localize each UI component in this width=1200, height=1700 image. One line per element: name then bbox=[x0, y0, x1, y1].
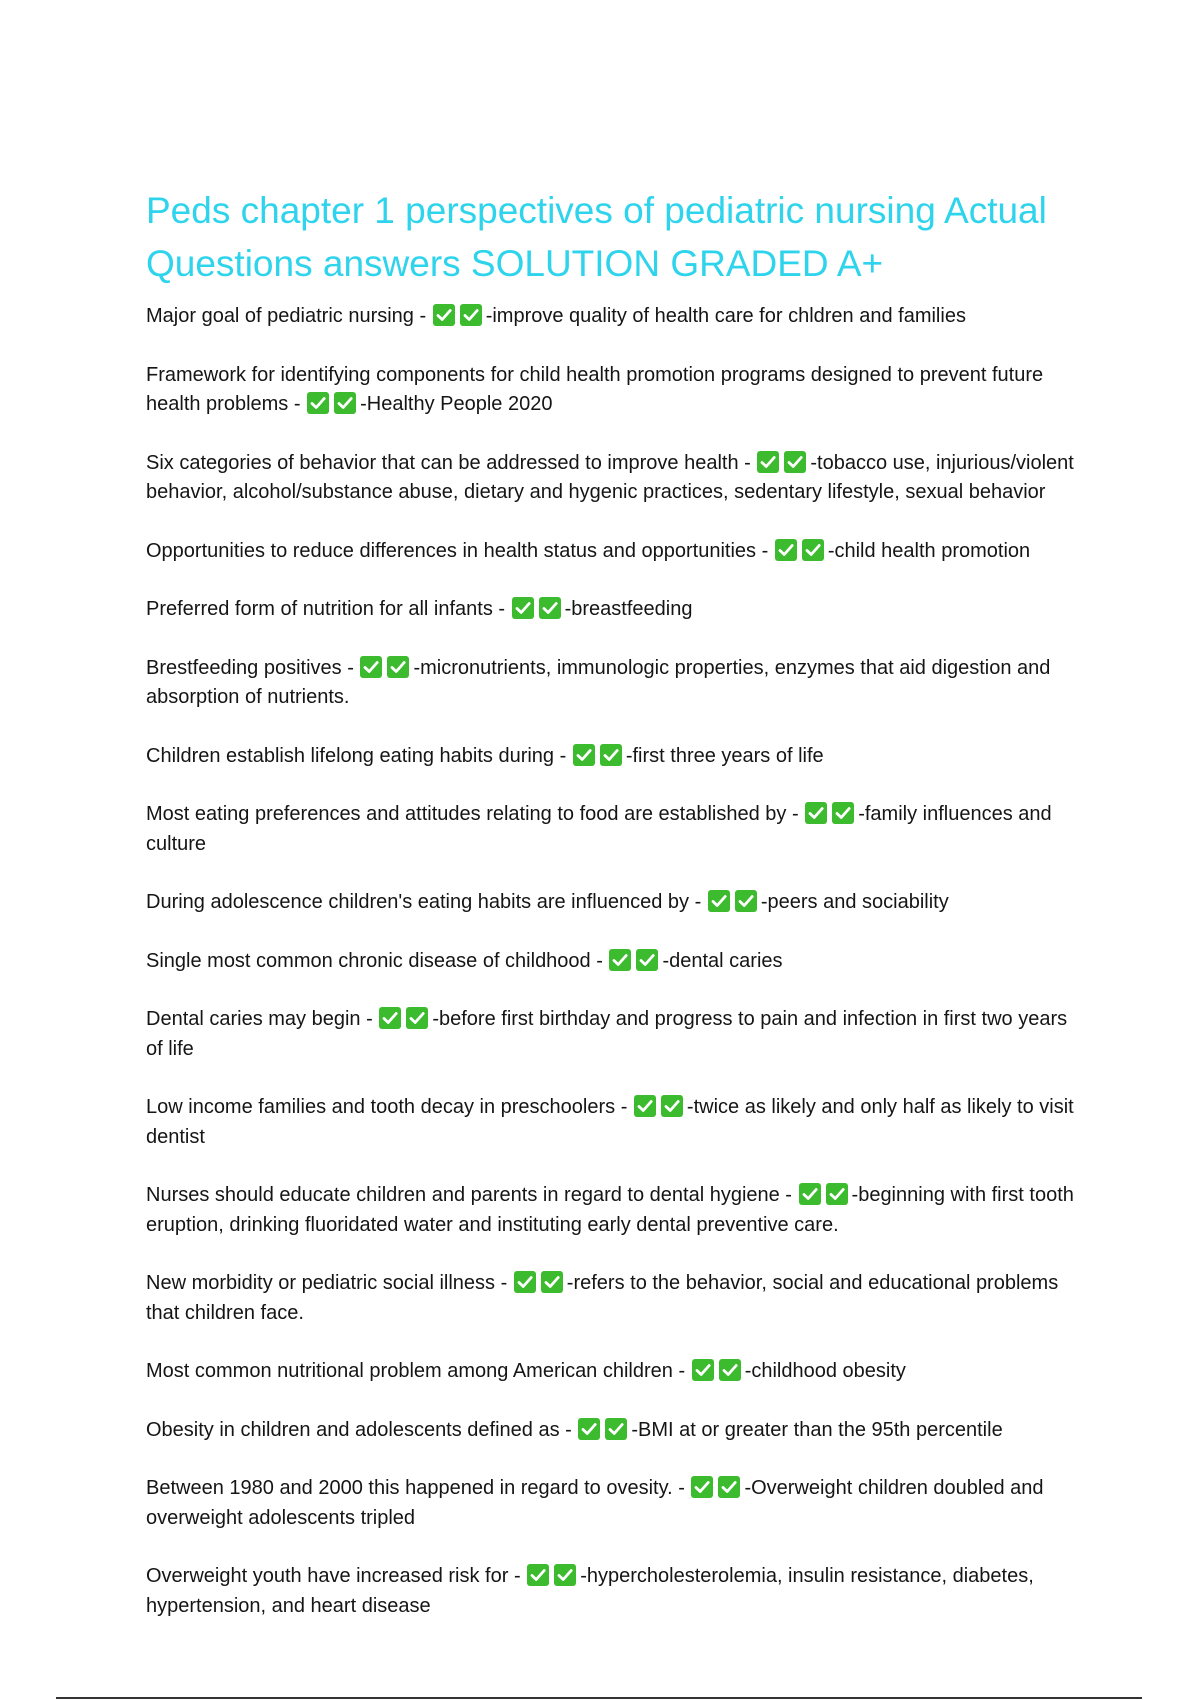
qa-item bbox=[146, 1093, 1086, 1152]
answer-text: -dental caries bbox=[662, 949, 783, 972]
qa-item bbox=[146, 742, 1086, 772]
check-mark-icon bbox=[690, 1475, 714, 1499]
check-mark-icon bbox=[734, 889, 758, 913]
question-text: Obesity in children and adolescents defined as bbox=[146, 1418, 560, 1441]
check-mark-icon bbox=[540, 1270, 564, 1294]
question-text: Between 1980 and 2000 this happened in regard to ovesity. bbox=[146, 1477, 673, 1499]
question-answer-separator: - bbox=[288, 393, 307, 415]
question-text: Low income families and tooth decay in preschoolers bbox=[146, 1096, 616, 1118]
check-mark-icon bbox=[538, 596, 562, 620]
question-text: Overweight youth have increased risk for bbox=[146, 1565, 509, 1587]
question-text: Preferred form of nutrition for all infants bbox=[146, 598, 493, 620]
answer-text: -breastfeeding bbox=[564, 598, 693, 620]
question-answer-separator: - bbox=[786, 803, 805, 825]
check-mark-icon bbox=[804, 801, 828, 825]
check-mark-icon bbox=[801, 538, 825, 562]
check-mark-icon bbox=[306, 391, 330, 415]
check-mark-icon bbox=[333, 391, 357, 415]
answer-text: -improve quality of health care for chldren and families bbox=[485, 305, 966, 327]
question-text: Brestfeeding positives bbox=[146, 656, 342, 679]
question-answer-separator: - bbox=[341, 656, 360, 679]
qa-item bbox=[146, 537, 1086, 567]
question-text: Opportunities to reduce differences in health status and opportunities bbox=[146, 539, 757, 562]
qa-item bbox=[146, 449, 1086, 508]
question-answer-separator: - bbox=[554, 744, 572, 767]
question-text: New morbidity or pediatric social illness bbox=[146, 1272, 496, 1294]
qa-item bbox=[146, 654, 1086, 713]
check-mark-icon bbox=[459, 303, 483, 327]
check-mark-icon bbox=[718, 1358, 742, 1382]
qa-item bbox=[146, 361, 1086, 420]
question-text: Major goal of pediatric nursing bbox=[146, 305, 414, 327]
question-answer-separator: - bbox=[615, 1096, 633, 1118]
page-bottom-divider bbox=[56, 1697, 1142, 1699]
check-mark-icon bbox=[825, 1182, 849, 1206]
check-mark-icon bbox=[707, 889, 731, 913]
check-mark-icon bbox=[432, 303, 456, 327]
qa-item bbox=[146, 1269, 1086, 1328]
answer-text: -before first birthday and progress to pain and infection in first two years of life bbox=[146, 1008, 1068, 1060]
question-text: Single most common chronic disease of childhood bbox=[146, 949, 591, 972]
qa-item bbox=[146, 1474, 1086, 1533]
question-answer-separator: - bbox=[492, 598, 511, 620]
check-mark-icon bbox=[831, 801, 855, 825]
question-answer-separator: - bbox=[495, 1272, 513, 1294]
question-answer-separator: - bbox=[559, 1418, 578, 1441]
question-text: Most common nutritional problem among American children bbox=[146, 1360, 673, 1382]
question-answer-separator: - bbox=[738, 451, 757, 474]
qa-item bbox=[146, 947, 1086, 977]
check-mark-icon bbox=[553, 1563, 577, 1587]
answer-text: -child health promotion bbox=[827, 539, 1031, 562]
check-mark-icon bbox=[608, 948, 632, 972]
qa-item bbox=[146, 595, 1086, 625]
question-answer-separator: - bbox=[508, 1565, 527, 1587]
check-mark-icon bbox=[359, 655, 383, 679]
question-text: Dental caries may begin bbox=[146, 1008, 361, 1030]
question-answer-separator: - bbox=[360, 1008, 379, 1030]
question-text: Six categories of behavior that can be addressed to improve health bbox=[146, 451, 739, 474]
answer-text: -Healthy People 2020 bbox=[360, 393, 553, 415]
qa-item bbox=[146, 1357, 1086, 1387]
check-mark-icon bbox=[405, 1006, 429, 1030]
answer-text: -BMI at or greater than the 95th percentile bbox=[631, 1418, 1003, 1441]
question-text: Framework for identifying components for child health promotion programs designed to prevent future health problems bbox=[146, 363, 1044, 415]
check-mark-icon bbox=[691, 1358, 715, 1382]
question-answer-separator: - bbox=[689, 891, 707, 913]
check-mark-icon bbox=[660, 1094, 684, 1118]
qa-list bbox=[146, 302, 1086, 1650]
qa-item bbox=[146, 302, 1086, 332]
check-mark-icon bbox=[717, 1475, 741, 1499]
question-text: Most eating preferences and attitudes relating to food are established by bbox=[146, 803, 787, 825]
answer-text: -refers to the behavior, social and educational problems that children face. bbox=[146, 1272, 1059, 1324]
qa-item bbox=[146, 1562, 1086, 1621]
check-mark-icon bbox=[633, 1094, 657, 1118]
answer-text: -hypercholesterolemia, insulin resistance, diabetes, hypertension, and heart disease bbox=[146, 1565, 1034, 1617]
check-mark-icon bbox=[511, 596, 535, 620]
check-mark-icon bbox=[604, 1417, 628, 1441]
check-mark-icon bbox=[386, 655, 410, 679]
answer-text: -childhood obesity bbox=[744, 1360, 906, 1382]
question-text: Nurses should educate children and parents in regard to dental hygiene bbox=[146, 1184, 780, 1206]
question-text: Children establish lifelong eating habits during bbox=[146, 744, 555, 767]
question-answer-separator: - bbox=[672, 1360, 691, 1382]
answer-text: -tobacco use, injurious/violent behavior, alcohol/substance abuse, dietary and hygenic practices, sedentary lifestyle, sexual behavior bbox=[146, 451, 1074, 503]
check-mark-icon bbox=[783, 450, 807, 474]
qa-item bbox=[146, 800, 1086, 859]
check-mark-icon bbox=[572, 743, 596, 767]
qa-item bbox=[146, 1181, 1086, 1240]
answer-text: -beginning with first tooth eruption, drinking fluoridated water and instituting early dental preventive care. bbox=[146, 1184, 1074, 1236]
check-mark-icon bbox=[798, 1182, 822, 1206]
answer-text: -twice as likely and only half as likely to visit dentist bbox=[146, 1096, 1074, 1148]
answer-text: -Overweight children doubled and overweight adolescents tripled bbox=[146, 1477, 1044, 1529]
check-mark-icon bbox=[635, 948, 659, 972]
question-answer-separator: - bbox=[413, 305, 432, 327]
check-mark-icon bbox=[378, 1006, 402, 1030]
question-answer-separator: - bbox=[779, 1184, 798, 1206]
qa-item bbox=[146, 888, 1086, 918]
question-answer-separator: - bbox=[590, 949, 609, 972]
document-title: Peds chapter 1 perspectives of pediatric nursing Actual Questions answers SOLUTION GRADED A+ bbox=[146, 190, 1047, 284]
question-answer-separator: - bbox=[756, 539, 774, 562]
check-mark-icon bbox=[756, 450, 780, 474]
qa-item bbox=[146, 1005, 1086, 1064]
check-mark-icon bbox=[526, 1563, 550, 1587]
answer-text: -family influences and culture bbox=[146, 803, 1052, 855]
question-text: During adolescence children's eating habits are influenced by bbox=[146, 891, 690, 913]
check-mark-icon bbox=[774, 538, 798, 562]
answer-text: -micronutrients, immunologic properties, enzymes that aid digestion and absorption of nutrients. bbox=[146, 656, 1051, 708]
qa-item bbox=[146, 1416, 1086, 1446]
answer-text: -peers and sociability bbox=[760, 891, 949, 913]
check-mark-icon bbox=[513, 1270, 537, 1294]
question-answer-separator: - bbox=[672, 1477, 691, 1499]
answer-text: -first three years of life bbox=[625, 744, 824, 767]
check-mark-icon bbox=[599, 743, 623, 767]
check-mark-icon bbox=[577, 1417, 601, 1441]
